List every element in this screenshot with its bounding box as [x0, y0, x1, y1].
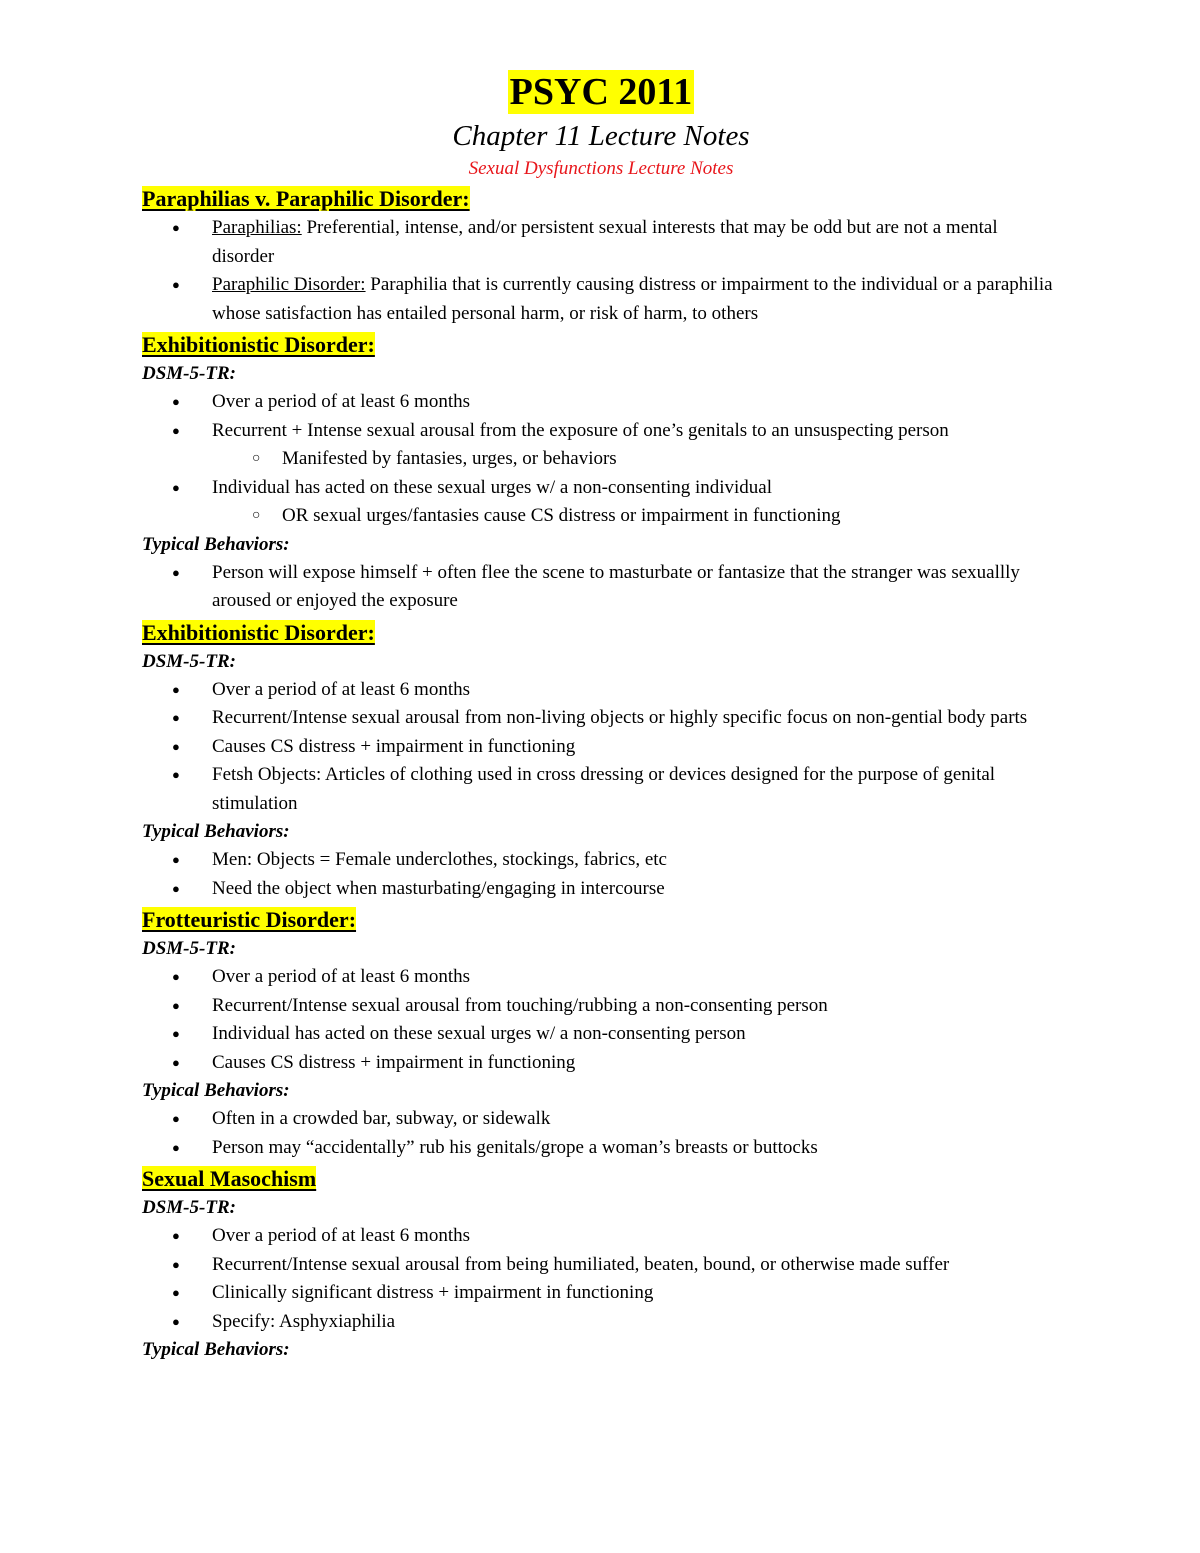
typical-behaviors-label: Typical Behaviors:: [142, 533, 290, 555]
typical-behaviors-list: [142, 559, 1060, 616]
term-label: Paraphilias:: [212, 217, 302, 238]
typical-behaviors-list: [142, 846, 1060, 903]
dsm-criteria-list: [142, 676, 1060, 819]
sub-list-item: ○ OR sexual urges/fantasies cause CS distress or impairment in functioning: [212, 502, 1060, 531]
list-item-text: Individual has acted on these sexual urges w/ a non-consenting individual: [212, 476, 773, 498]
typical-behaviors-label: Typical Behaviors:: [142, 1339, 290, 1360]
list-item: [142, 271, 1060, 328]
term-definition: Preferential, intense, and/or persistent sexual interests that may be odd but are not a mental disorder: [212, 217, 998, 267]
typical-behaviors-label: Typical Behaviors:: [142, 821, 290, 842]
list-item-text: Recurrent + Intense sexual arousal from the exposure of one’s genitals to an unsuspecting person: [212, 419, 949, 441]
typical-behaviors-label: Typical Behaviors:: [142, 1080, 290, 1101]
section-heading-paraphilias: [142, 184, 1060, 214]
list-item: ● Specify: Asphyxiaphilia: [142, 1308, 1060, 1337]
paraphilias-list: [142, 214, 1060, 328]
term-label: Paraphilic Disorder:: [212, 274, 366, 295]
sub-list-item: ○ Manifested by fantasies, urges, or behaviors: [212, 445, 1060, 474]
section-heading-frotteuristic: [142, 905, 1060, 935]
list-item: ● Clinically significant distress + impairment in functioning: [142, 1279, 1060, 1308]
list-item: ● Over a period of at least 6 months: [142, 963, 1060, 992]
list-item: ● Fetsh Objects: Articles of clothing used in cross dressing or devices designed for the purpose of genital stimulation: [142, 761, 1060, 818]
list-item: ● Over a period of at least 6 months: [142, 388, 1060, 417]
list-item: [142, 474, 1060, 531]
list-item: ● Causes CS distress + impairment in functioning: [142, 733, 1060, 762]
list-item: ● Often in a crowded bar, subway, or sidewalk: [142, 1105, 1060, 1134]
dsm-label: DSM-5-TR:: [142, 363, 236, 384]
section-heading-text: Exhibitionistic Disorder:: [142, 332, 375, 357]
list-item: ● Recurrent/Intense sexual arousal from touching/rubbing a non-consenting person: [142, 992, 1060, 1021]
section-heading-text: Frotteuristic Disorder:: [142, 907, 357, 932]
course-title: PSYC 2011: [509, 71, 693, 113]
section-heading-exhibitionistic: [142, 330, 1060, 360]
list-item: ● Over a period of at least 6 months: [142, 1222, 1060, 1251]
section-heading-fetishistic: [142, 618, 1060, 648]
section-heading-text: Paraphilias v. Paraphilic Disorder:: [142, 186, 470, 211]
dsm-criteria-list: [142, 963, 1060, 1077]
dsm-criteria-list: [142, 388, 1060, 531]
section-heading-text: Sexual Masochism: [142, 1166, 317, 1191]
list-item: ● Individual has acted on these sexual urges w/ a non-consenting person: [142, 1020, 1060, 1049]
list-item: ● Recurrent/Intense sexual arousal from non-living objects or highly specific focus on non-gential body parts: [142, 704, 1060, 733]
list-item: ● Men: Objects = Female underclothes, stockings, fabrics, etc: [142, 846, 1060, 875]
list-item: ● Causes CS distress + impairment in functioning: [142, 1049, 1060, 1078]
list-item: ● Recurrent/Intense sexual arousal from being humiliated, beaten, bound, or otherwise made suffer: [142, 1251, 1060, 1280]
term-definition: Paraphilia that is currently causing distress or impairment to the individual or a paraphilia whose satisfaction has entailed personal harm, or risk of harm, to others: [212, 274, 1053, 324]
chapter-title: Chapter 11 Lecture Notes: [452, 120, 750, 152]
list-item: ● Need the object when masturbating/engaging in intercourse: [142, 875, 1060, 904]
list-item: ● Person may “accidentally” rub his genitals/grope a woman’s breasts or buttocks: [142, 1134, 1060, 1163]
section-heading-masochism: [142, 1164, 1060, 1194]
dsm-criteria-list: [142, 1222, 1060, 1336]
sub-list: [212, 502, 1060, 531]
list-item: ● Person will expose himself + often flee the scene to masturbate or fantasize that the stranger was sexuallly aroused or enjoyed the exposure: [142, 559, 1060, 616]
dsm-label: DSM-5-TR:: [142, 938, 236, 959]
document-subtitle: Sexual Dysfunctions Lecture Notes: [468, 158, 734, 179]
dsm-label: DSM-5-TR:: [142, 650, 236, 672]
sub-list: [212, 445, 1060, 474]
list-item: ● Over a period of at least 6 months: [142, 676, 1060, 705]
section-heading-text: Exhibitionistic Disorder:: [142, 619, 375, 645]
course-title-wrap: [142, 70, 1060, 114]
dsm-label: DSM-5-TR:: [142, 1197, 236, 1218]
list-item: [142, 417, 1060, 474]
list-item: [142, 214, 1060, 271]
typical-behaviors-list: [142, 1105, 1060, 1162]
